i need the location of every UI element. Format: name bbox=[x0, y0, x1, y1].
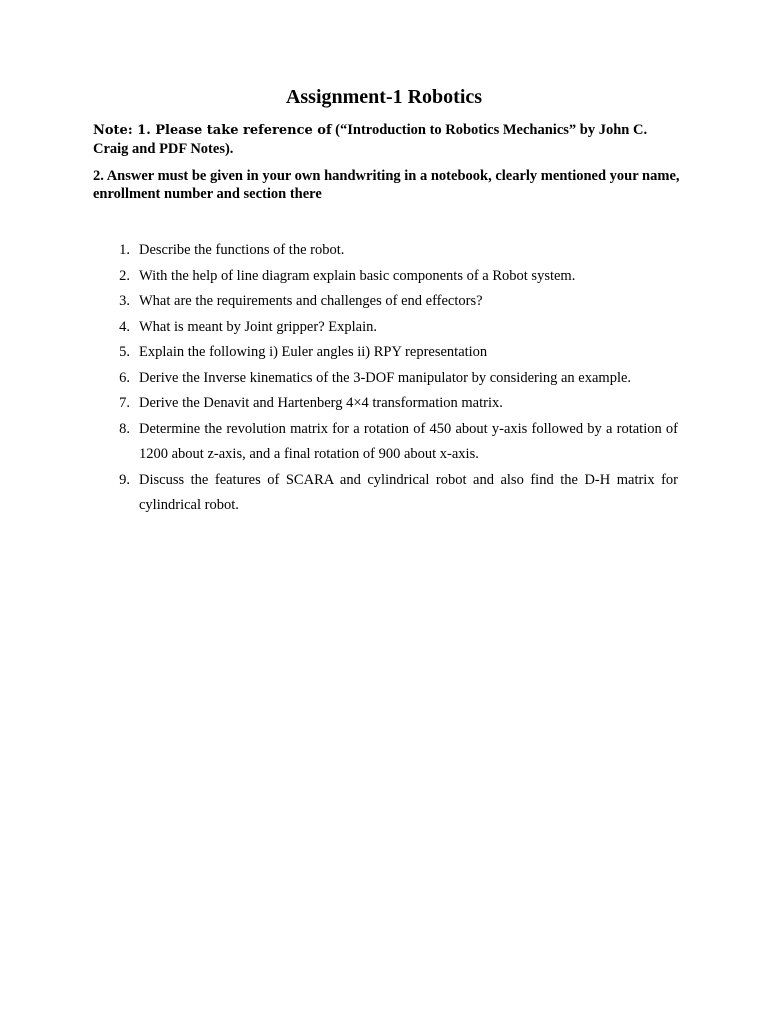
question-number: 9. bbox=[119, 471, 130, 488]
question-number: 4. bbox=[119, 318, 130, 335]
question-number: 7. bbox=[119, 395, 130, 411]
question-text: With the help of line diagram explain basic components of a Robot system. bbox=[139, 267, 576, 284]
question-item bbox=[108, 366, 678, 392]
question-item bbox=[108, 391, 678, 417]
question-number: 5. bbox=[119, 344, 130, 360]
question-number: 3. bbox=[119, 293, 130, 309]
question-text: Derive the Inverse kinematics of the 3-DOF manipulator by considering an example. bbox=[139, 369, 632, 386]
note-prefix: Note: 1. Please take reference of bbox=[93, 123, 332, 138]
note-reference-text: (“Introduction to Robotics Mechanics” by John C. Craig and PDF Notes). bbox=[93, 122, 648, 157]
question-number: 8. bbox=[119, 420, 130, 437]
question-item bbox=[108, 468, 678, 519]
question-item bbox=[108, 417, 678, 468]
question-item bbox=[108, 340, 678, 366]
question-text: Explain the following i) Euler angles ii) RPY representation bbox=[139, 344, 488, 360]
question-text: Discuss the features of SCARA and cylindrical robot and also find the D-H matrix for cylindrical robot. bbox=[139, 471, 678, 513]
question-list bbox=[108, 238, 678, 519]
page-title: Assignment-1 Robotics bbox=[285, 86, 483, 108]
question-text: What is meant by Joint gripper? Explain. bbox=[139, 318, 377, 335]
question-text: Determine the revolution matrix for a rotation of 450 about y-axis followed by a rotation of 1200 about z-axis, and a final rotation of 900 about x-axis. bbox=[139, 420, 678, 462]
note-reference bbox=[93, 121, 683, 158]
question-item bbox=[108, 264, 678, 290]
note-handwriting: 2. Answer must be given in your own handwriting in a notebook, clearly mentioned your name, enrollment number and section there bbox=[93, 168, 680, 202]
question-text: Derive the Denavit and Hartenberg 4×4 transformation matrix. bbox=[139, 395, 503, 411]
question-item bbox=[108, 315, 678, 341]
question-number: 2. bbox=[119, 267, 130, 284]
question-text: Describe the functions of the robot. bbox=[139, 242, 345, 258]
question-item bbox=[108, 238, 678, 264]
question-item bbox=[108, 289, 678, 315]
question-number: 1. bbox=[119, 242, 130, 258]
question-text: What are the requirements and challenges of end effectors? bbox=[139, 293, 483, 309]
question-number: 6. bbox=[119, 369, 130, 386]
